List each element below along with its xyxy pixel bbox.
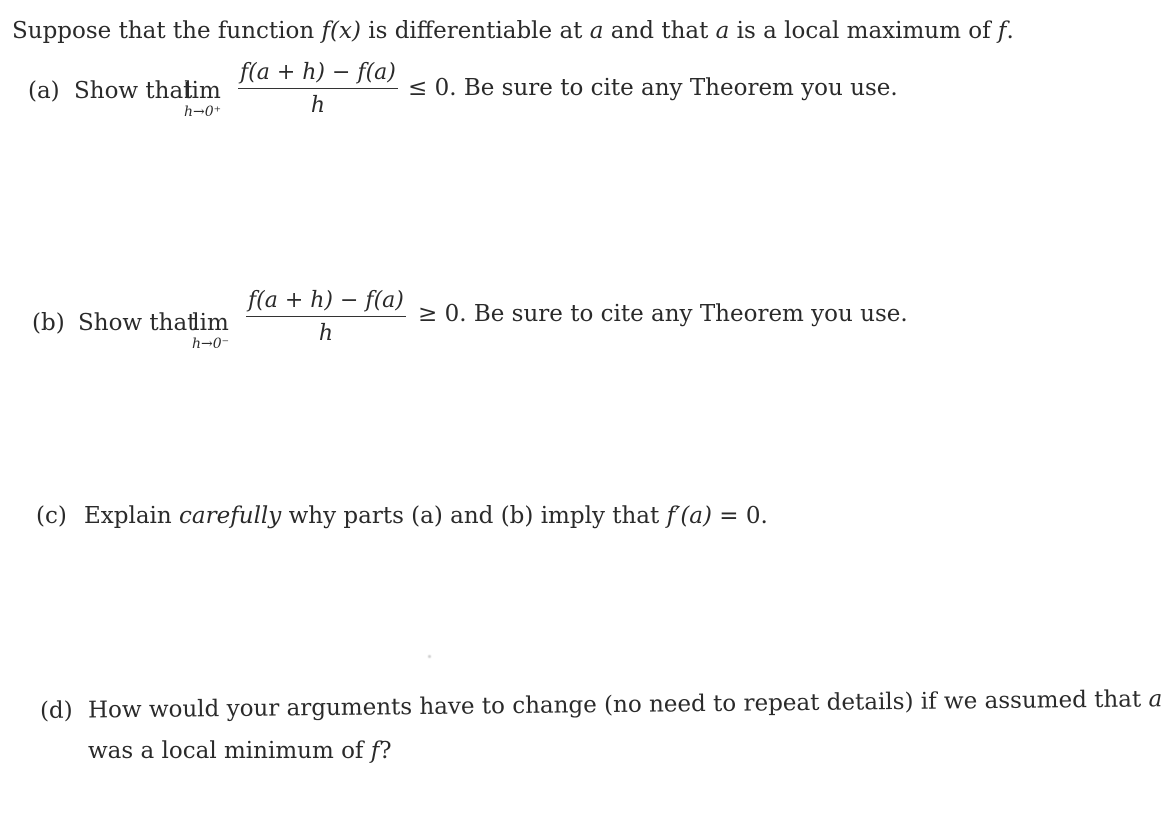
part-c-text-2: why parts (a) and (b) imply that — [281, 503, 667, 529]
part-b-prefix — [32, 312, 196, 335]
intro-text-5: . — [1006, 18, 1014, 44]
part-b-instruction: Be sure to cite any Theorem you use. — [473, 301, 908, 327]
part-c-text-3: = 0. — [711, 503, 768, 529]
part-c-derivative: f′(a) — [666, 503, 712, 529]
part-a-numerator: f(a + h) − f(a) — [238, 62, 398, 89]
intro-var-f: f — [997, 18, 1007, 44]
part-b-denominator: h — [318, 321, 334, 346]
intro-text-2: is differentiable at — [360, 18, 590, 44]
part-a-limit — [184, 80, 221, 119]
part-c-label: (c) — [36, 503, 67, 529]
part-b-relation: ≥ 0. — [418, 301, 467, 327]
part-c-emphasis: carefully — [179, 503, 282, 529]
part-d-var-a: a — [1148, 686, 1162, 713]
part-a-instruction: Be sure to cite any Theorem you use. — [463, 75, 898, 101]
part-c — [36, 505, 768, 528]
part-c-text-1: Explain — [84, 503, 180, 529]
part-b-limit — [192, 312, 229, 351]
part-b-lim: lim — [192, 310, 229, 336]
part-d-text-1: How would your arguments have to change (no need to repeat details) if we assumed that — [87, 686, 1149, 724]
part-d-line-2 — [88, 740, 392, 763]
part-a-difference-quotient — [238, 62, 398, 117]
part-a-denominator: h — [310, 93, 326, 118]
part-b-numerator: f(a + h) − f(a) — [246, 290, 406, 317]
part-a-lim: lim — [184, 78, 221, 104]
intro-function-arg: (x) — [330, 18, 361, 44]
part-b-label: (b) — [32, 310, 65, 336]
part-d-line-1 — [40, 688, 1162, 723]
part-a-label: (a) — [28, 78, 60, 104]
scan-artifact — [428, 655, 431, 658]
part-d-text-2: was a local minimum of — [88, 738, 371, 764]
part-b-lim-subscript: h→0⁻ — [192, 336, 230, 352]
part-b-show-that: Show that — [78, 310, 197, 336]
intro-var-a-2: a — [715, 18, 730, 44]
intro-text-4: is a local maximum of — [729, 18, 998, 44]
intro-var-a-1: a — [589, 18, 604, 44]
part-a-relation: ≤ 0. — [408, 75, 457, 101]
part-a-show-that: Show that — [74, 78, 193, 104]
intro-text-1: Suppose that the function — [12, 18, 322, 44]
part-b-tail — [418, 303, 908, 326]
part-a-prefix — [28, 80, 192, 103]
intro-text-3: and that — [603, 18, 716, 44]
intro-function-f: f — [321, 18, 330, 44]
part-d-text-end: ? — [379, 738, 392, 764]
problem-intro — [12, 20, 1014, 43]
part-a-tail — [408, 77, 898, 100]
part-a-lim-subscript: h→0⁺ — [184, 104, 222, 120]
part-d-label: (d) — [39, 697, 73, 724]
part-d-var-f: f — [370, 738, 380, 764]
part-b-difference-quotient — [246, 290, 406, 345]
